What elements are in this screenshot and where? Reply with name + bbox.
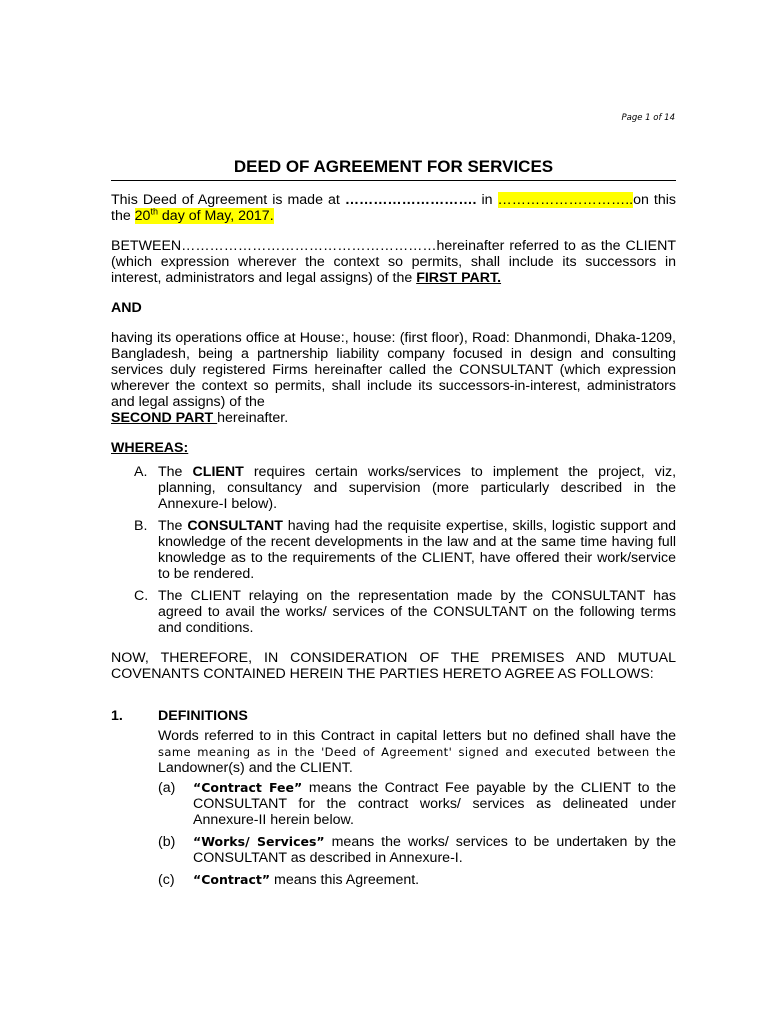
intro-paragraph: This Deed of Agreement is made at ………………………. in ………………………..on this the 20th day of May, 2017. bbox=[111, 192, 676, 224]
between-paragraph: BETWEEN………………………………………………hereinafter referred to as the CLIENT (which expression wherever the context so permits, shall include its successors in interest, administrators and legal assigns) of the FIRST PART. bbox=[111, 238, 676, 286]
whereas-item: B. The CONSULTANT having had the requisite expertise, skills, logistic support and knowledge of the recent developments in the law and at the same time having full knowledge as to the requirements of the CLIENT, have offered their work/service to be rendered. bbox=[134, 518, 676, 582]
definitions-list bbox=[111, 780, 676, 888]
first-part-label: FIRST PART. bbox=[416, 270, 502, 286]
document-title: DEED OF AGREEMENT FOR SERVICES bbox=[111, 157, 676, 181]
venue-blank: ………………………. bbox=[344, 192, 477, 208]
whereas-item: A. The CLIENT requires certain works/services to implement the project, viz, planning, consultancy and supervision (more particularly described in the Annexure-I below). bbox=[134, 464, 677, 512]
section-1-body: Words referred to in this Contract in capital letters but no defined shall have the same meaning as in the 'Deed of Agreement' signed and executed between the Landowner(s) and the CLIENT. bbox=[158, 728, 676, 776]
whereas-heading: WHEREAS: bbox=[111, 440, 189, 456]
section-1-heading: 1. DEFINITIONS bbox=[111, 708, 248, 724]
whereas-item: C. The CLIENT relaying on the representation made by the CONSULTANT has agreed to avail the works/ services of the CONSULTANT on the following terms and conditions. bbox=[134, 588, 676, 636]
definition-item: (a) “Contract Fee” means the Contract Fee payable by the CLIENT to the CONSULTANT for the contract works/ services as delineated under Annexure-II herein below. bbox=[158, 780, 677, 828]
definition-item: (b) “Works/ Services” means the works/ services to be undertaken by the CONSULTANT as described in Annexure-I. bbox=[158, 834, 676, 866]
page-number: Page 1 of 14 bbox=[621, 113, 675, 123]
whereas-list bbox=[111, 464, 676, 636]
consultant-paragraph: having its operations office at House:, house: (first floor), Road: Dhanmondi, Dhaka-1209, Bangladesh, being a partnership liability company focused in design and consulting services duly registered Firms hereinafter called the CONSULTANT (which expression wherever the context so permits, shall include its successors-in-interest, administrators and legal assigns) of the SECOND PART hereinafter. bbox=[111, 330, 676, 426]
second-part-label: SECOND PART bbox=[111, 410, 218, 426]
location-blank: ……………………….. bbox=[497, 192, 634, 208]
definition-item: (c) “Contract” means this Agreement. bbox=[158, 872, 420, 888]
now-therefore-clause: NOW, THEREFORE, IN CONSIDERATION OF THE PREMISES AND MUTUAL COVENANTS CONTAINED HEREIN THE PARTIES HERETO AGREE AS FOLLOWS: bbox=[111, 650, 676, 682]
and-label: AND bbox=[111, 300, 142, 316]
document-body bbox=[111, 192, 676, 894]
agreement-date: 20th day of May, 2017. bbox=[134, 206, 274, 224]
